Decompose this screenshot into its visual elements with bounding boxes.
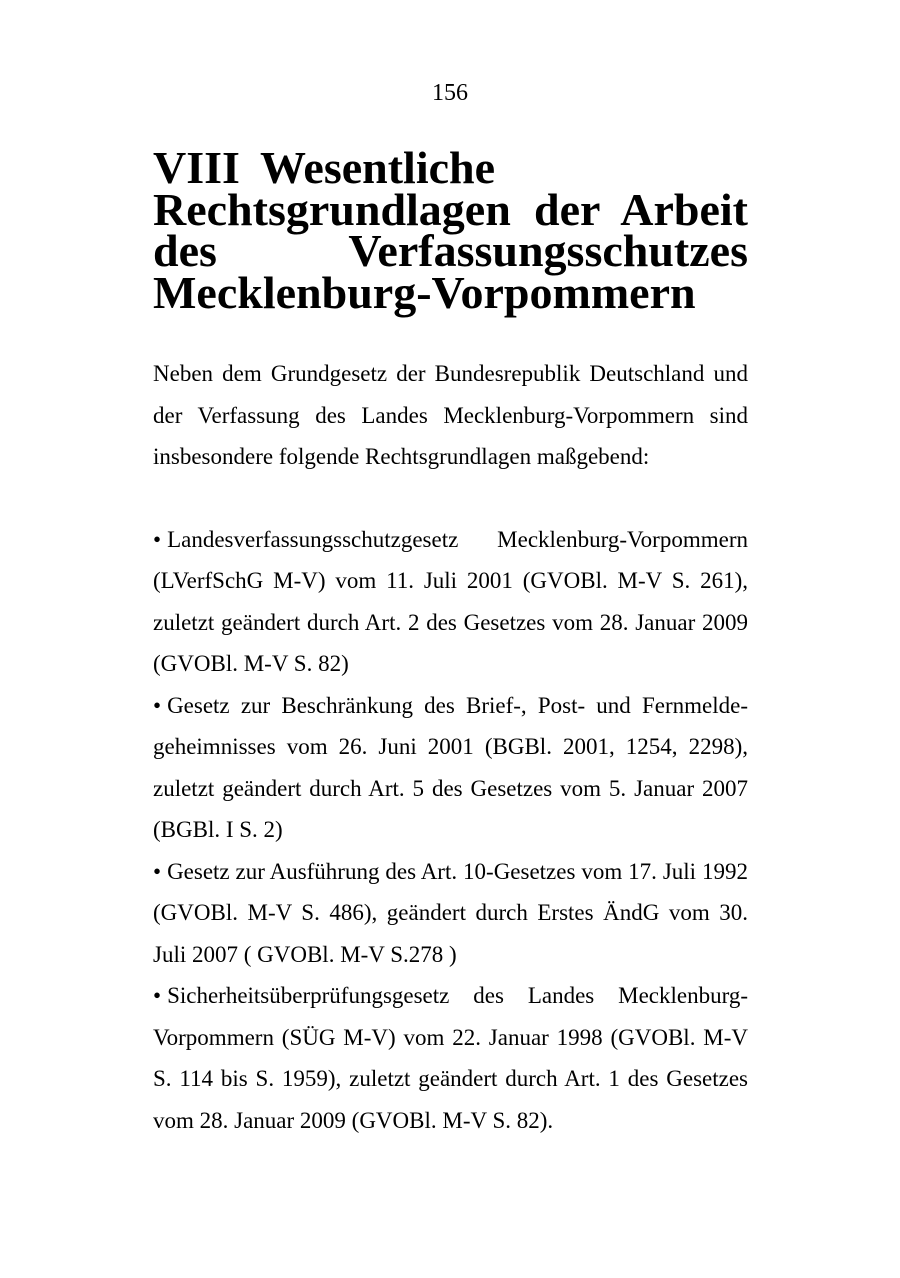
list-item-text: Gesetz zur Ausführung des Art. 10-Gesetzes vom 17. Juli 1992 (GVOBl. M-V S. 486), geändert durch Erstes ÄndG vom 30. Juli 2007 ( GVOBl. M-V S.278 ) (153, 858, 748, 967)
list-item (153, 519, 748, 685)
page-number: 156 (432, 80, 468, 106)
bullet-icon: • (153, 858, 162, 884)
bullet-icon: • (153, 983, 162, 1008)
intro-paragraph: Neben dem Grundgesetz der Bundesrepublik Deutschland und der Verfassung des Landes Mecklenburg-Vorpommern sind insbesondere folgende Rechtsgrundlagen maßgebend: (153, 361, 748, 469)
bullet-icon: • (153, 526, 162, 552)
list-item (153, 975, 748, 1141)
section-heading (153, 142, 748, 318)
bullet-icon: • (153, 692, 162, 718)
document-body (153, 142, 748, 1141)
list-item-text: Sicherheitsüberprüfungsgesetz des Landes Mecklenburg-Vorpommern (SÜG M-V) vom 22. Januar 1998 (GVOBl. M-V S. 114 bis S. 1959), zuletzt geändert durch Art. 1 des Gesetzes vom 28. Januar 2009 (GVOBl. M-V S. 82). (153, 983, 748, 1133)
section-number: VIII (153, 142, 240, 193)
section-title: Wesentliche Rechtsgrundlagen der Arbeit des Verfassungsschutzes Mecklenburg-Vorpommern (153, 142, 748, 318)
list-item-text: Gesetz zur Beschränkung des Brief-, Post- und Fernmelde-geheimnisses vom 26. Juni 2001 (BGBl. 2001, 1254, 2298), zuletzt geändert durch Art. 5 des Gesetzes vom 5. Januar 2007 (BGBl. I S. 2) (153, 692, 748, 842)
list-item (153, 851, 748, 976)
list-item-text: Landesverfassungsschutzgesetz Mecklenburg-Vorpommern (LVerfSchG M-V) vom 11. Juli 2001 (GVOBl. M-V S. 261), zuletzt geändert durch Art. 2 des Gesetzes vom 28. Januar 2009 (GVOBl. M-V S. 82) (153, 526, 748, 676)
list-item (153, 685, 748, 851)
legal-basis-list (153, 519, 748, 1142)
